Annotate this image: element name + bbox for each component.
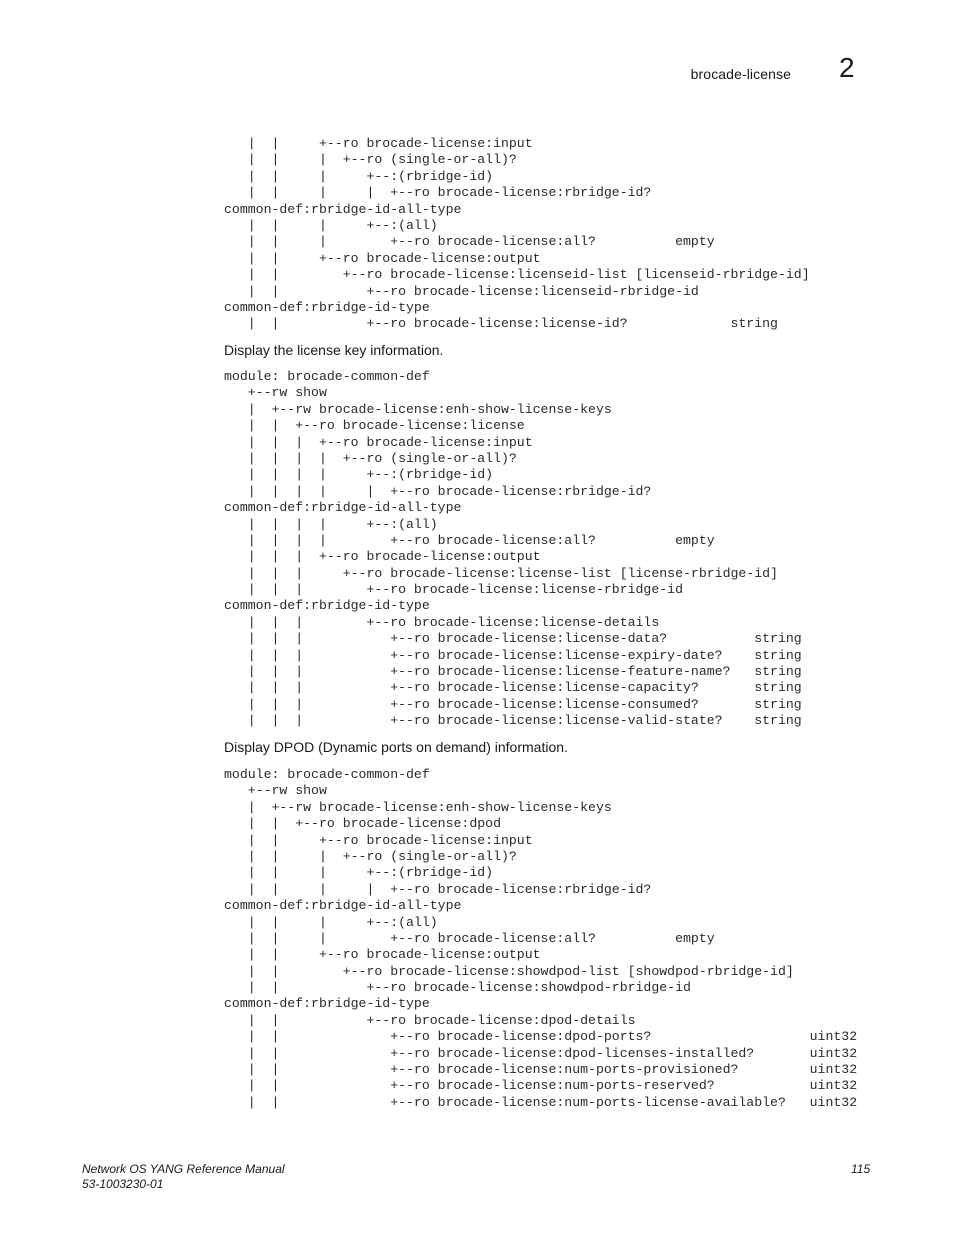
code-line: | | | +--ro brocade-license:all? empty xyxy=(224,234,715,250)
code-line: | | +--ro brocade-license:dpod-licenses-installed? uint32 xyxy=(224,1045,858,1061)
code-line: | | +--ro brocade-license:input xyxy=(224,832,533,848)
code-line: common-def:rbridge-id-type xyxy=(224,996,430,1012)
code-line: | | +--ro brocade-license:dpod-details xyxy=(224,1012,636,1028)
code-line: | | +--ro brocade-license:num-ports-provisioned? uint32 xyxy=(224,1062,858,1078)
code-line: | | | +--ro (single-or-all)? xyxy=(224,848,517,864)
code-line: | | | +--ro brocade-license:license-feature-name? string xyxy=(224,664,802,680)
code-line: | | +--ro brocade-license:license xyxy=(224,418,525,434)
code-line: | | +--ro brocade-license:showdpod-list [showdpod-rbridge-id] xyxy=(224,963,794,979)
code-line: | +--rw brocade-license:enh-show-license-keys xyxy=(224,799,612,815)
code-line: | | | +--:(rbridge-id) xyxy=(224,168,494,184)
code-line: | | | | +--:(all) xyxy=(224,516,438,532)
code-line: | | | +--ro brocade-license:license-list [license-rbridge-id] xyxy=(224,565,778,581)
caption-license-key-info: Display the license key information. xyxy=(224,342,444,358)
code-line: module: brocade-common-def xyxy=(224,767,430,782)
yang-tree-block-1 xyxy=(224,136,810,333)
code-line: | | | | | +--ro brocade-license:rbridge-id? xyxy=(224,483,652,499)
code-line: | | | +--ro (single-or-all)? xyxy=(224,152,517,168)
footer-page-number: 115 xyxy=(851,1162,871,1176)
code-line: | | | +--ro brocade-license:license-valid-state? string xyxy=(224,713,802,729)
code-line: | | +--ro brocade-license:input xyxy=(224,136,533,151)
yang-tree-block-dpod xyxy=(224,767,857,1111)
code-line: common-def:rbridge-id-all-type xyxy=(224,500,462,516)
code-line: module: brocade-common-def xyxy=(224,369,430,384)
code-line: common-def:rbridge-id-all-type xyxy=(224,898,462,914)
code-line: | | +--ro brocade-license:showdpod-rbridge-id xyxy=(224,980,691,996)
code-line: | | | +--ro brocade-license:all? empty xyxy=(224,930,715,946)
code-line: | | +--ro brocade-license:dpod-ports? uint32 xyxy=(224,1029,858,1045)
footer-manual-info xyxy=(82,1162,285,1192)
code-line: +--rw show xyxy=(224,783,327,799)
code-line: | | | +--:(rbridge-id) xyxy=(224,865,494,881)
code-line: | | | +--ro brocade-license:output xyxy=(224,549,541,565)
code-line: | | +--ro brocade-license:license-id? string xyxy=(224,316,778,332)
code-line: | | | +--ro brocade-license:license-rbridge-id xyxy=(224,582,683,598)
code-line: | | | | +--ro (single-or-all)? xyxy=(224,450,517,466)
code-line: | | | | +--ro brocade-license:rbridge-id? xyxy=(224,185,652,201)
chapter-number: 2 xyxy=(839,52,855,83)
code-line: | | +--ro brocade-license:licenseid-list [licenseid-rbridge-id] xyxy=(224,267,810,283)
code-line: | | +--ro brocade-license:num-ports-reserved? uint32 xyxy=(224,1078,858,1094)
code-line: | | | +--ro brocade-license:license-data? string xyxy=(224,631,802,647)
code-line: common-def:rbridge-id-all-type xyxy=(224,201,462,217)
running-header-section: brocade-license xyxy=(690,66,791,82)
code-line: | | +--ro brocade-license:num-ports-license-available? uint32 xyxy=(224,1094,858,1110)
code-line: | | | | +--ro brocade-license:rbridge-id? xyxy=(224,881,652,897)
code-line: | | | | +--:(rbridge-id) xyxy=(224,467,494,483)
code-line: | | +--ro brocade-license:dpod xyxy=(224,816,501,832)
caption-dpod-info: Display DPOD (Dynamic ports on demand) information. xyxy=(224,739,568,755)
code-line: | | | +--ro brocade-license:license-consumed? string xyxy=(224,696,802,712)
code-line: | | | +--:(all) xyxy=(224,914,438,930)
code-line: | | +--ro brocade-license:output xyxy=(224,947,541,963)
code-line: | | | | +--ro brocade-license:all? empty xyxy=(224,532,715,548)
code-line: | | | +--ro brocade-license:license-expiry-date? string xyxy=(224,647,802,663)
code-line: | | | +--ro brocade-license:input xyxy=(224,434,533,450)
code-line: | +--rw brocade-license:enh-show-license-keys xyxy=(224,401,612,417)
code-line: | | | +--ro brocade-license:license-capacity? string xyxy=(224,680,802,696)
code-line: | | | +--ro brocade-license:license-details xyxy=(224,614,660,630)
code-line: | | +--ro brocade-license:licenseid-rbridge-id xyxy=(224,283,699,299)
code-line: common-def:rbridge-id-type xyxy=(224,299,430,315)
code-line: | | +--ro brocade-license:output xyxy=(224,250,541,266)
code-line: common-def:rbridge-id-type xyxy=(224,598,430,614)
footer-doc-number: 53-1003230-01 xyxy=(82,1177,164,1191)
footer-manual-title: Network OS YANG Reference Manual xyxy=(82,1162,285,1176)
code-line: +--rw show xyxy=(224,385,327,401)
yang-tree-block-license-keys xyxy=(224,369,802,730)
code-line: | | | +--:(all) xyxy=(224,217,438,233)
